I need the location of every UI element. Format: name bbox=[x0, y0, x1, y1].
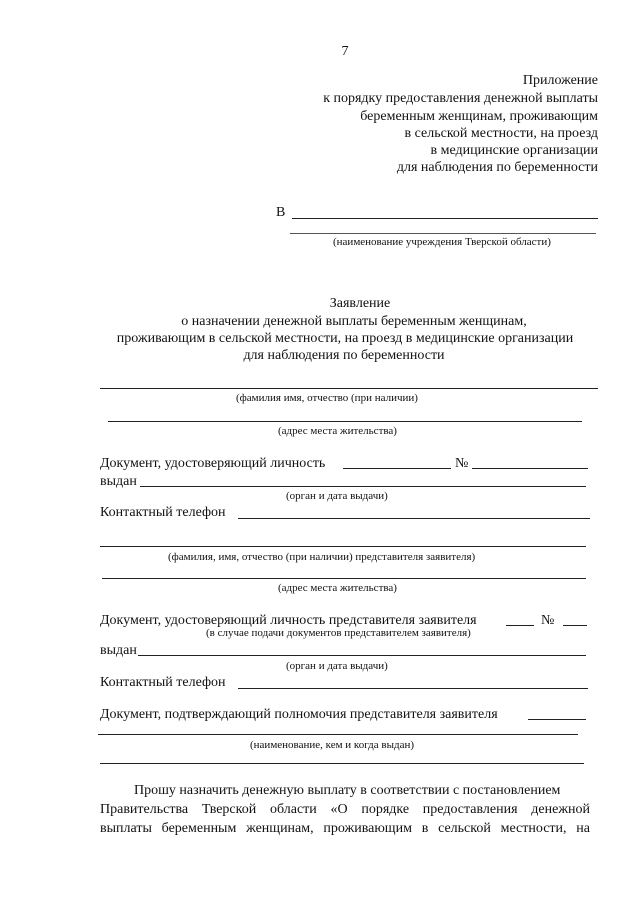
authority-line-1[interactable] bbox=[98, 734, 578, 735]
rep-phone-label: Контактный телефон bbox=[100, 675, 226, 690]
appendix-line-6: для наблюдения по беременности bbox=[396, 160, 598, 175]
page-number: 7 bbox=[341, 44, 349, 59]
addressee-line-2[interactable] bbox=[290, 233, 596, 234]
rep-address-line[interactable] bbox=[102, 578, 586, 579]
appendix-line-4: в сельской местности, на проезд bbox=[404, 126, 598, 141]
issued-line[interactable] bbox=[140, 486, 586, 487]
issuer-caption: (орган и дата выдачи) bbox=[286, 490, 388, 502]
id-doc-number-line[interactable] bbox=[472, 468, 588, 469]
authority-caption: (наименование, кем и когда выдан) bbox=[250, 739, 415, 751]
issued-label: выдан bbox=[100, 474, 137, 489]
rep-issued-line[interactable] bbox=[138, 655, 586, 656]
rep-issued-label: выдан bbox=[100, 643, 137, 658]
rep-fio-caption: (фамилия, имя, отчество (при наличии) представителя заявителя) bbox=[168, 551, 476, 563]
title-line-3: для наблюдения по беременности bbox=[243, 348, 445, 363]
rep-id-doc-number-line[interactable] bbox=[563, 625, 587, 626]
appendix-line-5: в медицинские организации bbox=[430, 143, 598, 158]
rep-address-caption: (адрес места жительства) bbox=[278, 582, 397, 594]
body-line-3: выплаты беременным женщинам, проживающим в сельской местности, на bbox=[100, 821, 590, 836]
phone-label: Контактный телефон bbox=[100, 505, 226, 520]
addressee-caption: (наименование учреждения Тверской области) bbox=[333, 236, 551, 248]
rep-id-doc-series-line[interactable] bbox=[506, 625, 534, 626]
rep-issuer-caption: (орган и дата выдачи) bbox=[286, 660, 388, 672]
fio-line[interactable] bbox=[100, 388, 598, 389]
addressee-prefix: В bbox=[276, 205, 286, 220]
body-line-2: Правительства Тверской области «О порядке предоставления денежной bbox=[100, 802, 590, 817]
id-doc-series-line[interactable] bbox=[343, 468, 451, 469]
addressee-line-1[interactable] bbox=[292, 218, 598, 219]
phone-line[interactable] bbox=[238, 518, 590, 519]
appendix-line-1: Приложение bbox=[522, 73, 598, 88]
authority-number-line[interactable] bbox=[528, 719, 586, 720]
id-doc-label: Документ, удостоверяющий личность bbox=[100, 456, 326, 471]
address-line[interactable] bbox=[108, 421, 582, 422]
title-line-2: проживающим в сельской местности, на проезд в медицинские организации bbox=[116, 331, 574, 346]
authority-label: Документ, подтверждающий полномочия представителя заявителя bbox=[100, 707, 498, 722]
id-doc-number-sign: № bbox=[455, 456, 469, 471]
appendix-line-3: беременным женщинам, проживающим bbox=[360, 109, 598, 124]
fio-caption: (фамилия имя, отчество (при наличии) bbox=[236, 392, 418, 404]
rep-fio-line[interactable] bbox=[100, 546, 586, 547]
title-heading: Заявление bbox=[329, 296, 391, 311]
rep-doc-note: (в случае подачи документов представителем заявителя) bbox=[206, 627, 471, 639]
body-line-1: Прошу назначить денежную выплату в соответствии с постановлением bbox=[134, 783, 561, 798]
title-line-1: о назначении денежной выплаты беременным женщинам, bbox=[181, 314, 527, 329]
rep-phone-line[interactable] bbox=[238, 688, 588, 689]
address-caption: (адрес места жительства) bbox=[278, 425, 397, 437]
rep-id-doc-label: Документ, удостоверяющий личность представителя заявителя bbox=[100, 613, 477, 628]
appendix-line-2: к порядку предоставления денежной выплаты bbox=[323, 91, 598, 106]
authority-line-2[interactable] bbox=[100, 763, 584, 764]
rep-id-doc-number-sign: № bbox=[541, 613, 555, 628]
